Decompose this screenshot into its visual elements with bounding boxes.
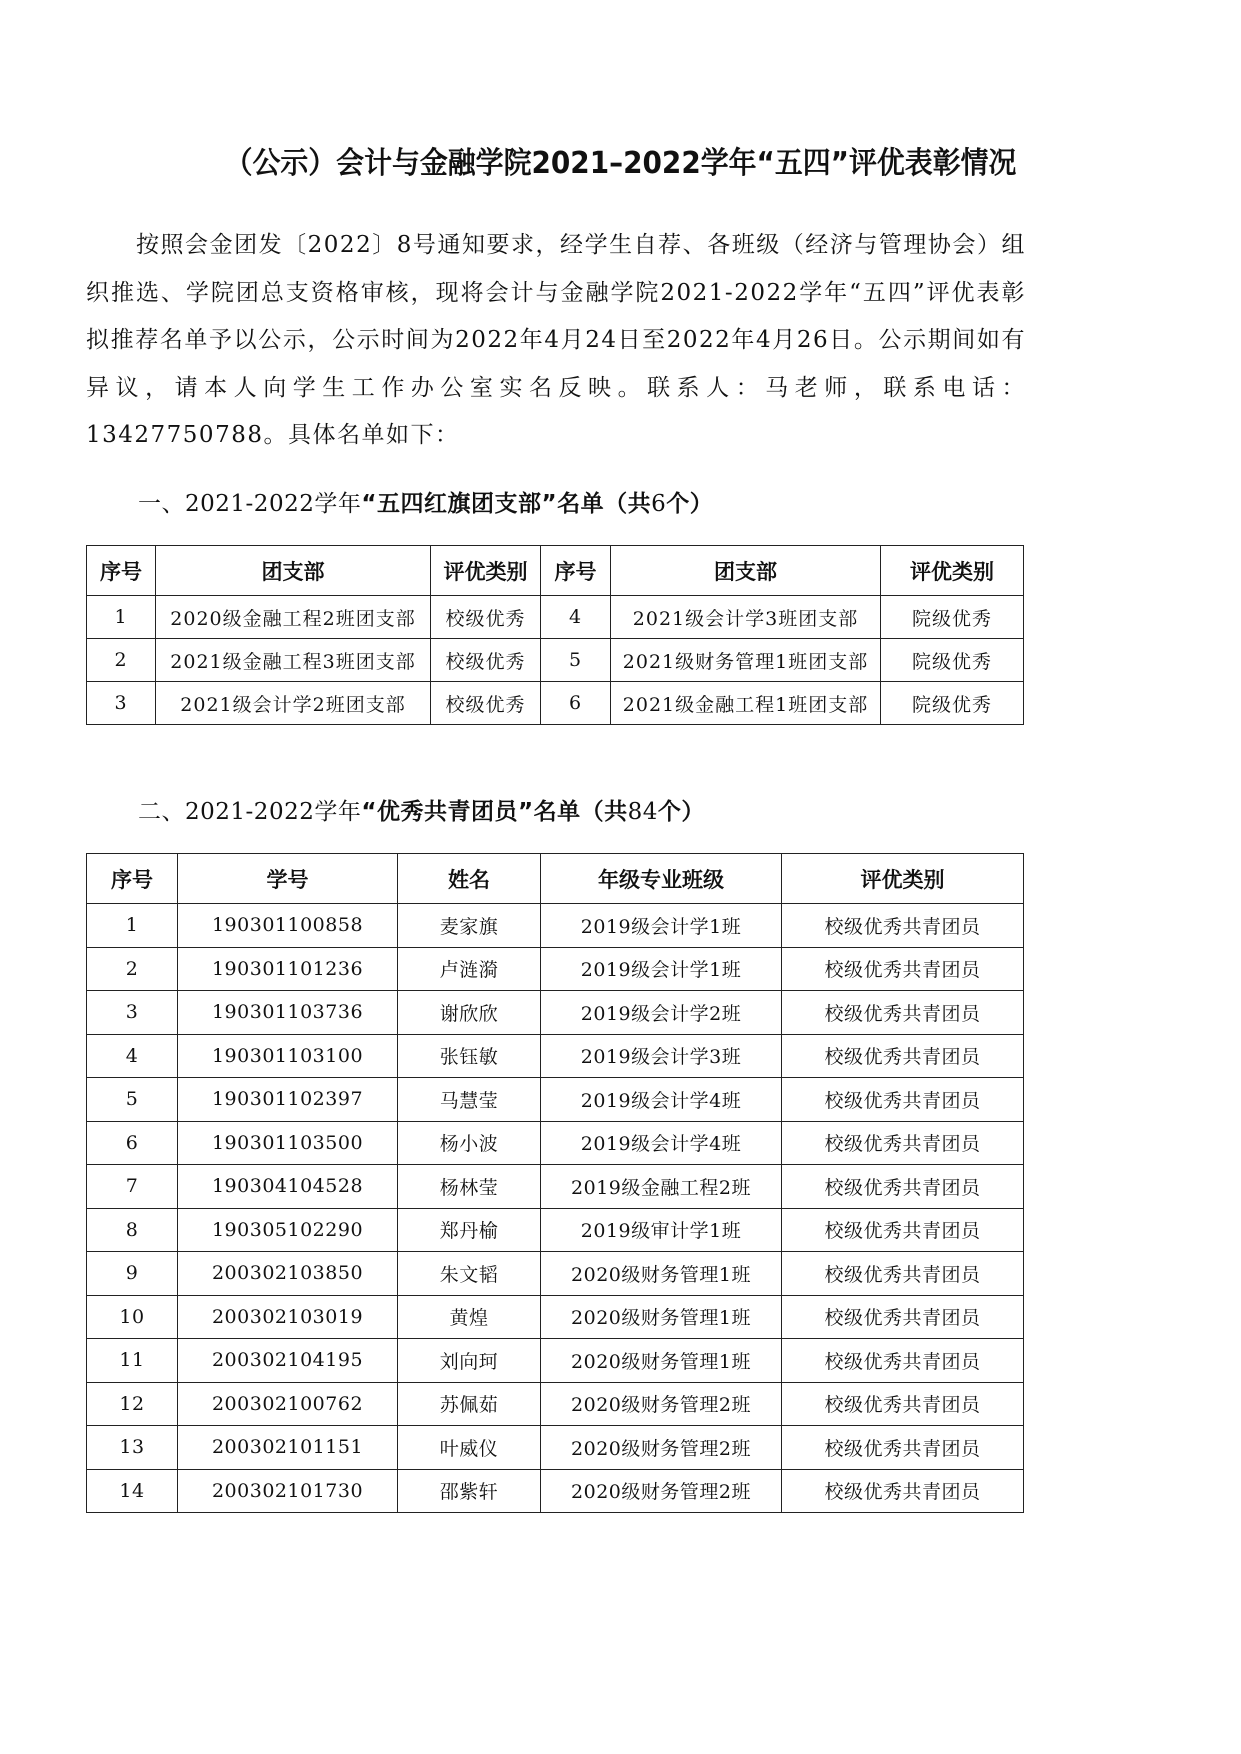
section2-count: 84	[627, 799, 658, 825]
section1-heading	[138, 485, 713, 518]
cell-class: 2019级会计学4班	[541, 1078, 782, 1122]
cell-branch: 2021级金融工程1班团支部	[611, 682, 881, 725]
cell-index: 7	[87, 1165, 178, 1209]
cell-category: 校级优秀共青团员	[782, 1121, 1024, 1165]
red-flag-branch-table	[86, 545, 1024, 725]
cell-category: 校级优秀	[431, 596, 541, 639]
cell-index: 10	[87, 1295, 178, 1339]
table-row	[87, 1078, 1024, 1122]
cell-class: 2019级金融工程2班	[541, 1165, 782, 1209]
cell-index: 2	[87, 947, 178, 991]
cell-index: 5	[87, 1078, 178, 1122]
cell-index: 11	[87, 1339, 178, 1383]
cell-category: 校级优秀共青团员	[782, 1295, 1024, 1339]
cell-class: 2019级会计学1班	[541, 947, 782, 991]
cell-category: 院级优秀	[881, 682, 1024, 725]
cell-category: 校级优秀共青团员	[782, 1426, 1024, 1470]
cell-branch: 2021级会计学2班团支部	[156, 682, 431, 725]
table-row	[87, 1382, 1024, 1426]
header-index: 序号	[87, 854, 178, 904]
section2-emph: “优秀共青团员”名单（共	[361, 799, 628, 825]
table-row	[87, 1426, 1024, 1470]
outstanding-member-table	[86, 853, 1024, 1513]
cell-index: 5	[541, 639, 611, 682]
header-branch: 团支部	[156, 546, 431, 596]
cell-index: 4	[87, 1034, 178, 1078]
cell-name: 叶威仪	[398, 1426, 541, 1470]
cell-category: 院级优秀	[881, 639, 1024, 682]
cell-class: 2019级会计学4班	[541, 1121, 782, 1165]
cell-student-id: 200302101151	[178, 1426, 398, 1470]
table-header-row	[87, 546, 1024, 596]
cell-class: 2019级审计学1班	[541, 1208, 782, 1252]
cell-category: 校级优秀共青团员	[782, 1034, 1024, 1078]
cell-class: 2020级财务管理1班	[541, 1252, 782, 1296]
header-index: 序号	[87, 546, 156, 596]
cell-student-id: 190301103500	[178, 1121, 398, 1165]
cell-name: 张钰敏	[398, 1034, 541, 1078]
cell-category: 校级优秀	[431, 682, 541, 725]
table-row	[87, 1339, 1024, 1383]
cell-student-id: 190301100858	[178, 904, 398, 948]
header-class: 年级专业班级	[541, 854, 782, 904]
section2-heading	[138, 793, 705, 826]
cell-class: 2020级财务管理1班	[541, 1339, 782, 1383]
cell-category: 校级优秀共青团员	[782, 1165, 1024, 1209]
cell-student-id: 200302103019	[178, 1295, 398, 1339]
cell-name: 麦家旗	[398, 904, 541, 948]
cell-name: 苏佩茹	[398, 1382, 541, 1426]
cell-category: 校级优秀共青团员	[782, 1469, 1024, 1513]
cell-name: 卢涟漪	[398, 947, 541, 991]
intro-paragraph: 按照会金团发〔2022〕8号通知要求，经学生自荐、各班级（经济与管理协会）组织推选、学院团总支资格审核，现将会计与金融学院2021-2022学年“五四”评优表彰拟推荐名单予以公示，公示时间为2022年4月24日至2022年4月26日。公示期间如有异议，请本人向学生工作办公室实名反映。联系人：马老师，联系电话：13427750788。具体名单如下：	[86, 232, 1026, 448]
cell-student-id: 190304104528	[178, 1165, 398, 1209]
table-row	[87, 1469, 1024, 1513]
section1-count: 6	[651, 491, 667, 517]
cell-name: 郑丹榆	[398, 1208, 541, 1252]
cell-student-id: 200302100762	[178, 1382, 398, 1426]
header-branch: 团支部	[611, 546, 881, 596]
cell-name: 黄煌	[398, 1295, 541, 1339]
cell-student-id: 200302104195	[178, 1339, 398, 1383]
header-index: 序号	[541, 546, 611, 596]
cell-name: 邵紫轩	[398, 1469, 541, 1513]
table-row	[87, 947, 1024, 991]
section1-suffix: 个）	[666, 491, 714, 517]
table-row	[87, 904, 1024, 948]
cell-index: 8	[87, 1208, 178, 1252]
cell-category: 校级优秀共青团员	[782, 991, 1024, 1035]
cell-class: 2019级会计学1班	[541, 904, 782, 948]
cell-name: 杨小波	[398, 1121, 541, 1165]
table-row	[87, 1208, 1024, 1252]
section2-suffix: 个）	[657, 799, 705, 825]
cell-student-id: 190301101236	[178, 947, 398, 991]
cell-student-id: 190301103100	[178, 1034, 398, 1078]
table-header-row	[87, 854, 1024, 904]
cell-student-id: 190301103736	[178, 991, 398, 1035]
header-name: 姓名	[398, 854, 541, 904]
cell-branch: 2021级金融工程3班团支部	[156, 639, 431, 682]
cell-index: 12	[87, 1382, 178, 1426]
table-row	[87, 1165, 1024, 1209]
table-row	[87, 682, 1024, 725]
section2-prefix: 二、2021-2022学年	[138, 799, 362, 825]
cell-index: 1	[87, 596, 156, 639]
cell-index: 4	[541, 596, 611, 639]
table-row	[87, 1121, 1024, 1165]
cell-index: 9	[87, 1252, 178, 1296]
cell-category: 校级优秀	[431, 639, 541, 682]
cell-branch: 2021级财务管理1班团支部	[611, 639, 881, 682]
cell-class: 2019级会计学3班	[541, 1034, 782, 1078]
cell-category: 校级优秀共青团员	[782, 1252, 1024, 1296]
cell-class: 2020级财务管理2班	[541, 1426, 782, 1470]
cell-category: 校级优秀共青团员	[782, 1339, 1024, 1383]
cell-name: 杨林莹	[398, 1165, 541, 1209]
cell-name: 朱文韬	[398, 1252, 541, 1296]
table-row	[87, 1295, 1024, 1339]
cell-branch: 2020级金融工程2班团支部	[156, 596, 431, 639]
table-row	[87, 1034, 1024, 1078]
cell-index: 3	[87, 682, 156, 725]
cell-branch: 2021级会计学3班团支部	[611, 596, 881, 639]
cell-index: 6	[541, 682, 611, 725]
header-student-id: 学号	[178, 854, 398, 904]
cell-category: 校级优秀共青团员	[782, 1382, 1024, 1426]
cell-class: 2020级财务管理2班	[541, 1382, 782, 1426]
cell-class: 2020级财务管理1班	[541, 1295, 782, 1339]
section1-prefix: 一、2021-2022学年	[138, 491, 362, 517]
cell-student-id: 190305102290	[178, 1208, 398, 1252]
cell-class: 2019级会计学2班	[541, 991, 782, 1035]
document-title: （公示）会计与金融学院2021–2022学年“五四”评优表彰情况	[224, 146, 1017, 181]
cell-index: 6	[87, 1121, 178, 1165]
cell-student-id: 190301102397	[178, 1078, 398, 1122]
table-row	[87, 1252, 1024, 1296]
table-row	[87, 596, 1024, 639]
cell-index: 14	[87, 1469, 178, 1513]
cell-name: 谢欣欣	[398, 991, 541, 1035]
section1-emph: “五四红旗团支部”名单（共	[361, 491, 652, 517]
table-row	[87, 639, 1024, 682]
header-category: 评优类别	[881, 546, 1024, 596]
header-category: 评优类别	[431, 546, 541, 596]
cell-student-id: 200302101730	[178, 1469, 398, 1513]
cell-category: 校级优秀共青团员	[782, 1078, 1024, 1122]
cell-category: 校级优秀共青团员	[782, 904, 1024, 948]
header-category: 评优类别	[782, 854, 1024, 904]
table-row	[87, 991, 1024, 1035]
cell-student-id: 200302103850	[178, 1252, 398, 1296]
cell-name: 刘向珂	[398, 1339, 541, 1383]
cell-name: 马慧莹	[398, 1078, 541, 1122]
cell-index: 1	[87, 904, 178, 948]
cell-category: 校级优秀共青团员	[782, 1208, 1024, 1252]
cell-index: 13	[87, 1426, 178, 1470]
cell-category: 校级优秀共青团员	[782, 947, 1024, 991]
cell-index: 3	[87, 991, 178, 1035]
cell-category: 院级优秀	[881, 596, 1024, 639]
cell-index: 2	[87, 639, 156, 682]
cell-class: 2020级财务管理2班	[541, 1469, 782, 1513]
